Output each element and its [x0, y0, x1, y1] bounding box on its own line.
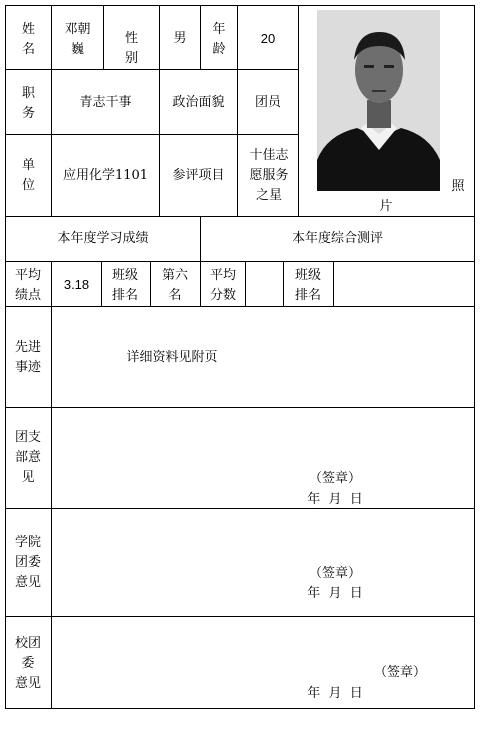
row-line-7 — [5, 508, 475, 509]
branch-opinion-date: 年 月 日 — [307, 492, 363, 507]
gender-value: 男 — [173, 31, 187, 46]
col-line-r5-5 — [245, 261, 246, 307]
row-line-4 — [5, 261, 475, 262]
school-opinion-stamp: （签章） — [373, 665, 426, 680]
name-label: 姓 名 — [21, 22, 35, 58]
position-label: 职 务 — [21, 86, 35, 122]
political-label: 政治面貌 — [172, 95, 225, 110]
row-line-8 — [5, 616, 475, 617]
class-rank-label-2: 班级 排名 — [294, 268, 321, 304]
deeds-label: 先进 事迹 — [14, 340, 41, 376]
col-line-r5-3 — [150, 261, 151, 307]
gpa-label: 平均 绩点 — [14, 268, 41, 304]
col-line-r5-7 — [333, 261, 334, 307]
portrait-image — [317, 10, 440, 191]
award-value: 十佳志 愿服务 之星 — [249, 148, 289, 204]
age-value: 20 — [260, 31, 276, 46]
col-line-r5-6 — [283, 261, 284, 307]
school-opinion-label: 校团 委 意见 — [14, 636, 41, 692]
political-value: 团员 — [254, 95, 281, 110]
college-opinion-label: 学院 团委 意见 — [14, 535, 41, 591]
gpa-value: 3.18 — [63, 277, 90, 292]
eval-header: 本年度综合测评 — [291, 231, 383, 246]
study-header: 本年度学习成绩 — [57, 231, 149, 246]
age-label: 年 龄 — [212, 22, 226, 58]
award-label: 参评项目 — [172, 168, 225, 183]
border-right — [474, 5, 475, 709]
school-opinion-date: 年 月 日 — [307, 686, 363, 701]
name-value: 邓朝 巍 — [64, 22, 91, 58]
border-bottom — [5, 708, 475, 709]
branch-opinion-stamp: （签章） — [308, 471, 361, 486]
college-opinion-date: 年 月 日 — [307, 586, 363, 601]
avg-score-label: 平均 分数 — [209, 268, 236, 304]
row-line-6 — [5, 407, 475, 408]
row-line-2 — [5, 134, 298, 135]
photo-label-pian: 片 — [379, 199, 393, 214]
border-top — [5, 5, 475, 6]
applicant-photo — [317, 10, 440, 191]
deeds-text: 详细资料见附页 — [126, 350, 218, 365]
position-value: 青志干事 — [79, 95, 132, 110]
row-line-3 — [5, 216, 475, 217]
class-rank-value: 第六 名 — [161, 268, 188, 304]
gender-label: 性 别 — [124, 31, 138, 67]
photo-label-zhao: 照 — [451, 179, 465, 194]
col-line-r5-2 — [101, 261, 102, 307]
unit-label: 单 位 — [21, 158, 35, 194]
unit-value: 应用化学1101 — [62, 168, 149, 183]
college-opinion-stamp: （签章） — [308, 566, 361, 581]
col-line-photo — [298, 5, 299, 217]
class-rank-label: 班级 排名 — [111, 268, 138, 304]
branch-opinion-label: 团支 部意 见 — [14, 430, 41, 486]
